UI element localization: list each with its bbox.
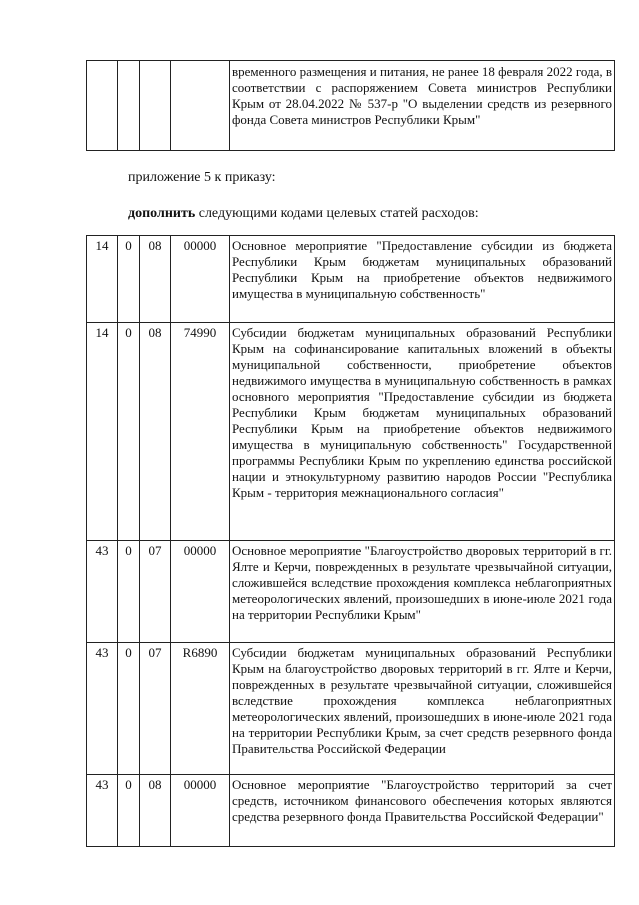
subprogram-code-cell: 0: [118, 775, 140, 847]
activity-code-cell: 08: [140, 323, 171, 541]
program-code-cell: 43: [87, 775, 118, 847]
description-cell: Основное мероприятие "Благоустройство дворовых территорий в гг. Ялте и Керчи, поврежденных в результате чрезвычайной ситуации, сложившейся вследствие прохождения комплекса неблагоприятных метеорологических явлений, произошедших в июне-июле 2021 года на территории Республики Крым": [230, 541, 615, 643]
table-row: [87, 236, 615, 323]
table-row: [87, 541, 615, 643]
table-row: [87, 61, 615, 151]
target-codes-table: [86, 235, 615, 847]
table-row: [87, 323, 615, 541]
program-code-cell: 43: [87, 541, 118, 643]
direction-code-cell: 00000: [171, 541, 230, 643]
program-code-cell: [87, 61, 118, 151]
activity-code-cell: 08: [140, 775, 171, 847]
activity-code-cell: [140, 61, 171, 151]
direction-code-cell: [171, 61, 230, 151]
direction-code-cell: 00000: [171, 775, 230, 847]
program-code-cell: 14: [87, 323, 118, 541]
add-instruction: [128, 205, 479, 223]
direction-code-cell: 74990: [171, 323, 230, 541]
activity-code-cell: 07: [140, 643, 171, 775]
program-code-cell: 14: [87, 236, 118, 323]
subprogram-code-cell: 0: [118, 643, 140, 775]
direction-code-cell: R6890: [171, 643, 230, 775]
direction-code-cell: 00000: [171, 236, 230, 323]
description-cell: Основное мероприятие "Предоставление субсидии из бюджета Республики Крым бюджетам муниципальных образований Республики Крым на приобретение объектов недвижимого имущества в муниципальную собственность": [230, 236, 615, 323]
add-instruction-bold: дополнить: [128, 206, 196, 221]
description-cell: временного размещения и питания, не ранее 18 февраля 2022 года, в соответствии с распоряжением Совета министров Республики Крым от 28.04.2022 № 537-р "О выделении средств из резервного фонда Совета министров Республики Крым": [230, 61, 615, 151]
appendix-note: приложение 5 к приказу:: [128, 170, 276, 185]
description-cell: Субсидии бюджетам муниципальных образований Республики Крым на благоустройство дворовых территорий в гг. Ялте и Керчи, поврежденных в результате чрезвычайной ситуации, сложившейся вследствие прохождения комплекса неблагоприятных метеорологических явлений, произошедших в июне-июле 2021 года на территории Республики Крым, за счет средств резервного фонда Правительства Российской Федерации: [230, 643, 615, 775]
table-row: [87, 775, 615, 847]
subprogram-code-cell: 0: [118, 236, 140, 323]
subprogram-code-cell: 0: [118, 541, 140, 643]
description-cell: Основное мероприятие "Благоустройство территорий за счет средств, источником финансового обеспечения которых являются средства резервного фонда Правительства Российской Федерации": [230, 775, 615, 847]
description-cell: Субсидии бюджетам муниципальных образований Республики Крым на софинансирование капитальных вложений в объекты муниципальной собственности, приобретение объектов недвижимого имущества в муниципальную собственность в рамках основного мероприятия "Предоставление субсидии из бюджета Республики Крым бюджетам муниципальных образований Республики Крым на приобретение объектов недвижимого имущества в муниципальную собственность" Государственной программы Республики Крым по укреплению единства российской нации и этнокультурному развитию народов России "Республика Крым - территория межнационального согласия": [230, 323, 615, 541]
activity-code-cell: 08: [140, 236, 171, 323]
activity-code-cell: 07: [140, 541, 171, 643]
continued-codes-table: [86, 60, 615, 151]
subprogram-code-cell: [118, 61, 140, 151]
add-instruction-text: следующими кодами целевых статей расходов:: [195, 206, 479, 221]
table-row: [87, 643, 615, 775]
subprogram-code-cell: 0: [118, 323, 140, 541]
program-code-cell: 43: [87, 643, 118, 775]
